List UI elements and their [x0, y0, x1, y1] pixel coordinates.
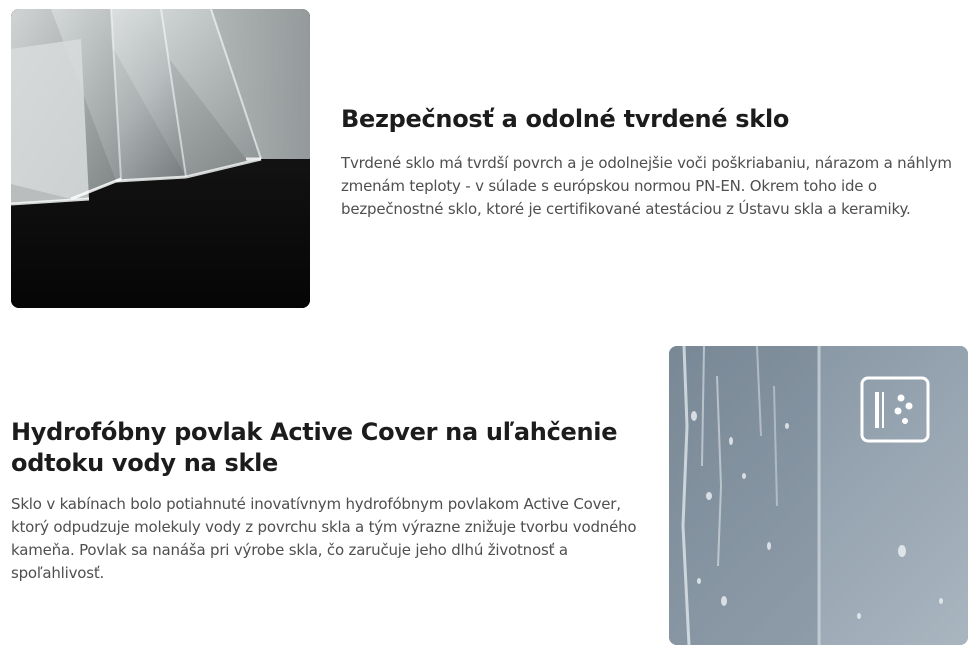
section-text-tempered-glass: Tvrdené sklo má tvrdší povrch a je odolnejšie voči poškriabaniu, nárazom a náhlym zmenám teploty - v súlade s európskou normou PN-EN. Okrem toho ide o bezpečnostné sklo, ktoré je certifikované atestáciou z Ústavu skla a keramiky.: [341, 154, 952, 218]
water-droplets-illustration: [669, 346, 968, 645]
glass-panes-illustration: [11, 9, 310, 308]
hydrophobic-glass-image: [669, 346, 968, 645]
section-title-active-cover: Hydrofóbny povlak Active Cover na uľahčenie odtoku vody na skle: [11, 418, 618, 477]
tempered-glass-image: [11, 9, 310, 308]
section-title-tempered-glass: Bezpečnosť a odolné tvrdené sklo: [341, 105, 790, 133]
section-text-active-cover: Sklo v kabínach bolo potiahnuté inovatívnym hydrofóbnym povlakom Active Cover, ktorý odpudzuje molekuly vody z povrchu skla a tým výrazne znižuje tvorbu vodného kameňa. Povlak sa nanáša pri výrobe skla, čo zaručuje jeho dlhú životnosť a spoľahlivosť.: [11, 495, 637, 582]
